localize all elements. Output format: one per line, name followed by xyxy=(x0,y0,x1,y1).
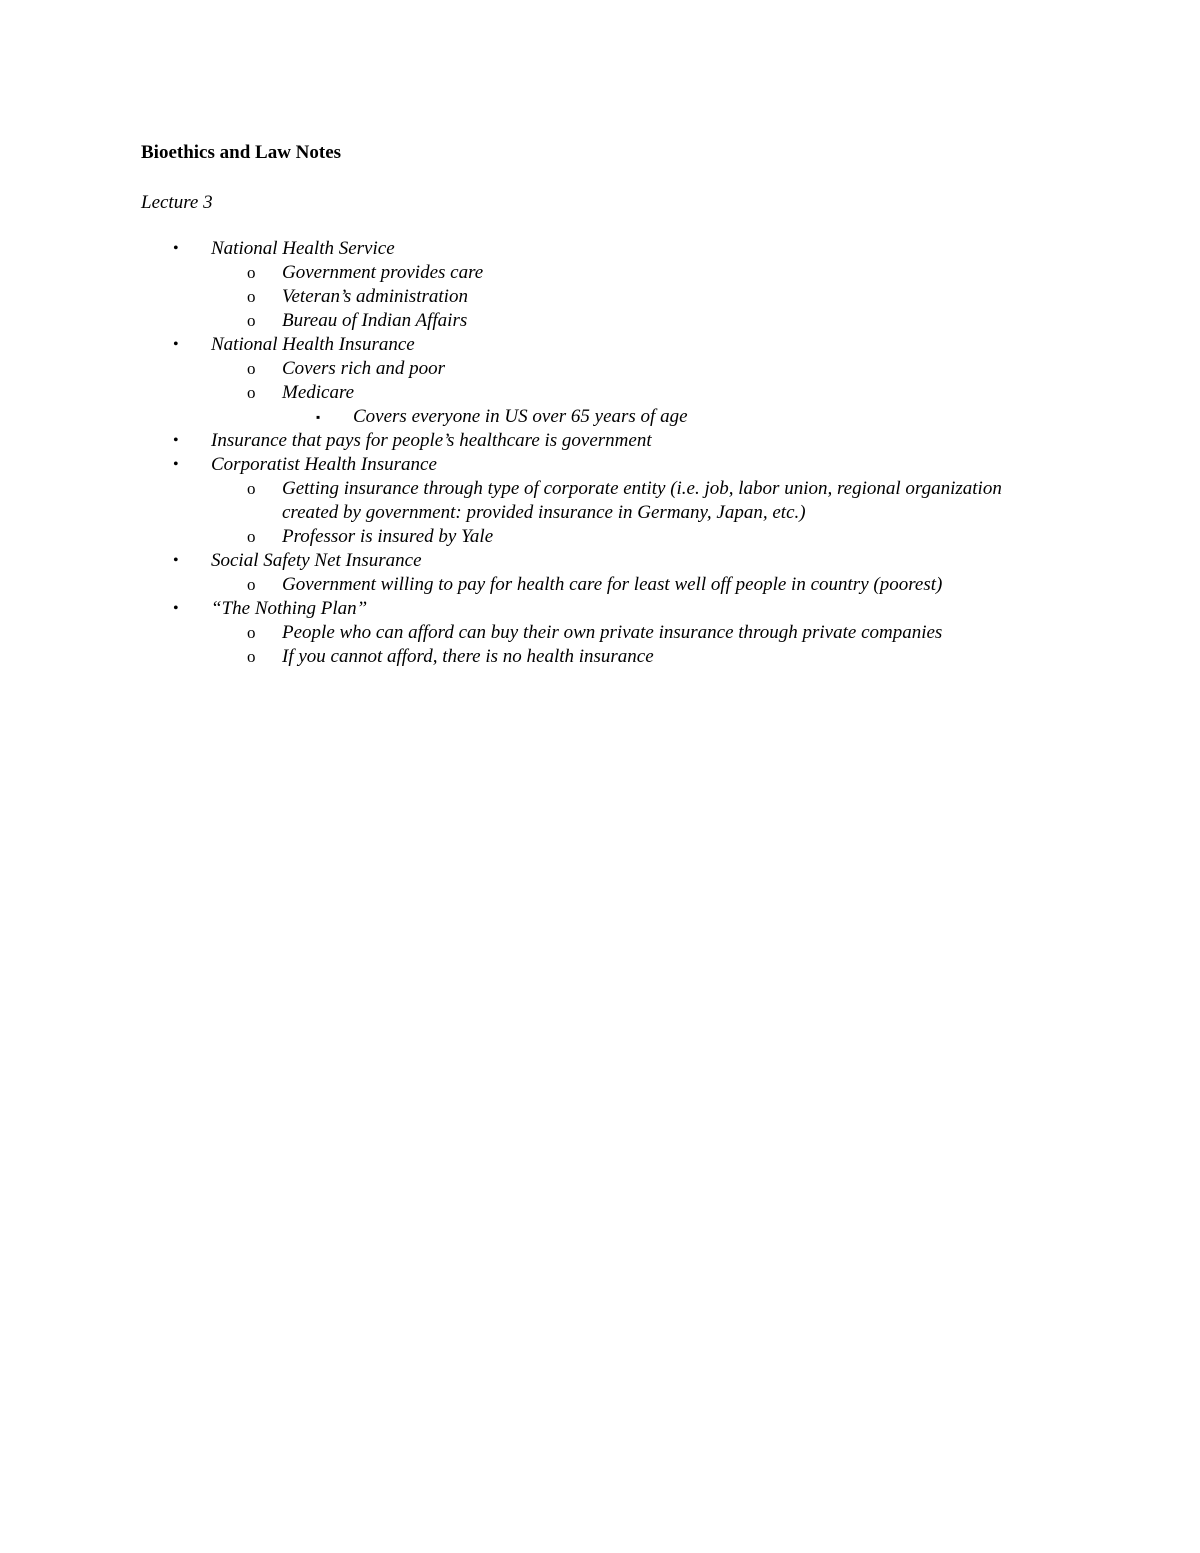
document-title: Bioethics and Law Notes xyxy=(141,142,342,163)
list-item-text: Getting insurance through type of corporate entity (i.e. job, labor union, regional organization created by government: provided insurance in Germany, Japan, etc.) xyxy=(282,478,1002,523)
bullet-icon: • xyxy=(173,432,179,449)
list-item xyxy=(0,525,1200,549)
list-item-text: “The Nothing Plan” xyxy=(211,598,368,619)
list-item-text: Covers everyone in US over 65 years of age xyxy=(353,406,688,427)
lecture-heading: Lecture 3 xyxy=(141,192,213,213)
list-item xyxy=(0,261,1200,285)
circle-bullet-icon: o xyxy=(247,287,256,306)
bullet-icon: • xyxy=(173,456,179,473)
list-item xyxy=(0,357,1200,381)
list-item xyxy=(0,237,1200,261)
list-item xyxy=(0,405,1200,429)
circle-bullet-icon: o xyxy=(247,527,256,546)
list-item xyxy=(0,573,1200,597)
list-item-text: Covers rich and poor xyxy=(282,358,446,379)
list-item-text: Government provides care xyxy=(282,262,484,283)
circle-bullet-icon: o xyxy=(247,575,256,594)
list-item xyxy=(0,333,1200,357)
square-bullet-icon: ▪ xyxy=(316,410,321,424)
notes-outline xyxy=(0,237,1200,669)
list-item-text: Social Safety Net Insurance xyxy=(211,550,422,571)
list-item xyxy=(0,597,1200,621)
list-item-text: Bureau of Indian Affairs xyxy=(282,310,468,331)
list-item xyxy=(0,309,1200,333)
circle-bullet-icon: o xyxy=(247,479,256,498)
list-item-text: Professor is insured by Yale xyxy=(282,526,494,547)
bullet-icon: • xyxy=(173,336,179,353)
list-item-text: Medicare xyxy=(282,382,355,403)
list-item-text: Corporatist Health Insurance xyxy=(211,454,437,475)
bullet-icon: • xyxy=(173,240,179,257)
list-item-text: Insurance that pays for people’s healthcare is government xyxy=(211,430,652,451)
list-item xyxy=(0,549,1200,573)
list-item-text: National Health Service xyxy=(211,238,395,259)
list-item xyxy=(0,621,1200,645)
circle-bullet-icon: o xyxy=(247,359,256,378)
list-item-text: National Health Insurance xyxy=(211,334,415,355)
bullet-icon: • xyxy=(173,552,179,569)
list-item-text: Government willing to pay for health care for least well off people in country (poorest) xyxy=(282,574,943,595)
circle-bullet-icon: o xyxy=(247,623,256,642)
list-item xyxy=(0,453,1200,477)
list-item xyxy=(0,429,1200,453)
circle-bullet-icon: o xyxy=(247,311,256,330)
list-item-text: If you cannot afford, there is no health insurance xyxy=(282,646,654,667)
list-item xyxy=(0,645,1200,669)
list-item-text: People who can afford can buy their own private insurance through private companies xyxy=(282,622,943,643)
bullet-icon: • xyxy=(173,600,179,617)
circle-bullet-icon: o xyxy=(247,263,256,282)
circle-bullet-icon: o xyxy=(247,647,256,666)
list-item xyxy=(0,285,1200,309)
circle-bullet-icon: o xyxy=(247,383,256,402)
list-item-text: Veteran’s administration xyxy=(282,286,468,307)
list-item xyxy=(0,477,1200,525)
list-item xyxy=(0,381,1200,405)
